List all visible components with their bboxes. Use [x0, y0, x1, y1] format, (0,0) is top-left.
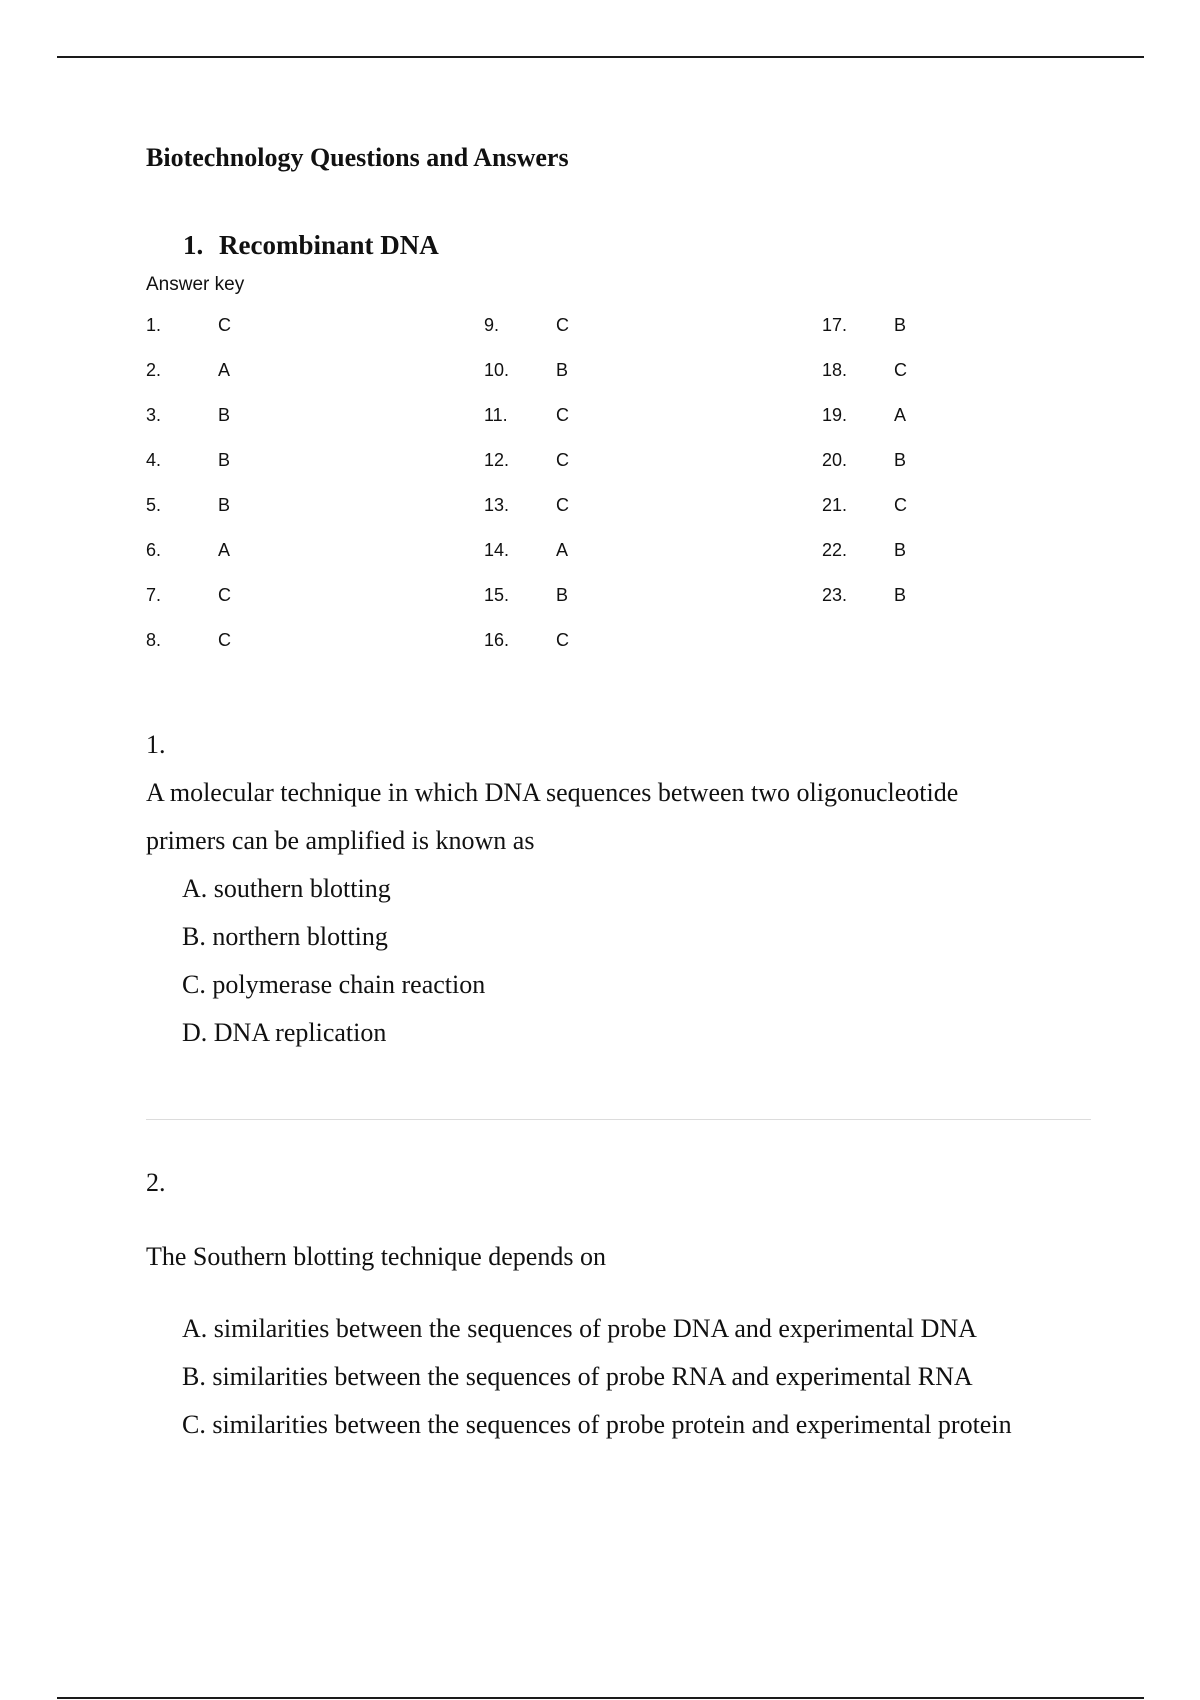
answer-key-number: 10. — [484, 360, 510, 380]
question-2 — [146, 1159, 1106, 1449]
question-text-line: A molecular technique in which DNA sequences between two oligonucleotide — [146, 778, 959, 807]
answer-key-row — [822, 405, 1122, 450]
answer-key-answer: C — [556, 495, 569, 515]
answer-key-answer: B — [894, 540, 907, 560]
answer-key-answer: B — [218, 450, 231, 470]
answer-key-answer: B — [894, 585, 907, 605]
answer-key-answer: C — [894, 360, 907, 380]
option-a: A. southern blotting — [182, 874, 391, 903]
answer-key-row — [822, 450, 1122, 495]
option-list — [146, 865, 1106, 1057]
answer-key-number: 1. — [146, 315, 162, 335]
answer-key-row — [146, 630, 446, 675]
answer-key-number: 4. — [146, 450, 162, 470]
answer-key-number: 23. — [822, 585, 848, 605]
option-b: B. northern blotting — [182, 922, 388, 951]
answer-key-row — [822, 495, 1122, 540]
section-title: Recombinant DNA — [219, 230, 439, 260]
answer-key-number: 13. — [484, 495, 510, 515]
document-title: Biotechnology Questions and Answers — [146, 143, 569, 172]
answer-key-row — [484, 630, 784, 675]
option-c: C. similarities between the sequences of probe protein and experimental protein — [182, 1410, 1012, 1439]
answer-key-answer: A — [218, 540, 231, 560]
answer-key-row — [146, 405, 446, 450]
answer-key-answer: A — [556, 540, 569, 560]
option-list — [146, 1305, 1106, 1449]
bottom-rule — [57, 1697, 1144, 1699]
answer-key-answer: B — [894, 315, 907, 335]
answer-key-number: 9. — [484, 315, 500, 335]
answer-key-number: 12. — [484, 450, 510, 470]
top-rule — [57, 56, 1144, 58]
answer-key-number: 6. — [146, 540, 162, 560]
answer-key-row — [822, 315, 1122, 360]
answer-key-row — [822, 585, 1122, 630]
answer-key-number: 5. — [146, 495, 162, 515]
answer-key-number: 3. — [146, 405, 162, 425]
answer-key-number: 2. — [146, 360, 162, 380]
answer-key-answer: C — [894, 495, 907, 515]
answer-key-answer: C — [556, 405, 569, 425]
answer-key-row — [146, 540, 446, 585]
answer-key-column-1 — [146, 315, 446, 675]
answer-key-row — [484, 585, 784, 630]
answer-key-answer: B — [218, 405, 231, 425]
answer-key-row — [146, 450, 446, 495]
question-text-line: primers can be amplified is known as — [146, 826, 535, 855]
answer-key-row — [822, 360, 1122, 405]
answer-key-answer: C — [556, 315, 569, 335]
answer-key-row — [146, 585, 446, 630]
answer-key-row — [146, 315, 446, 360]
answer-key-label: Answer key — [146, 274, 245, 295]
answer-key-answer: B — [556, 360, 569, 380]
answer-key-answer: A — [218, 360, 231, 380]
answer-key-number: 8. — [146, 630, 162, 650]
question-number: 2. — [146, 1168, 166, 1197]
answer-key-row — [484, 540, 784, 585]
section-heading — [183, 230, 439, 261]
answer-key-row — [484, 405, 784, 450]
answer-key-row — [484, 495, 784, 540]
question-text: The Southern blotting technique depends on — [146, 1242, 606, 1271]
answer-key-answer: C — [218, 630, 231, 650]
question-divider — [146, 1119, 1091, 1120]
answer-key-number: 11. — [484, 405, 508, 425]
answer-key-row — [146, 360, 446, 405]
section-number: 1. — [183, 230, 204, 260]
answer-key-number: 20. — [822, 450, 848, 470]
answer-key-number: 17. — [822, 315, 848, 335]
answer-key-row — [146, 495, 446, 540]
option-d: D. DNA replication — [182, 1018, 387, 1047]
question-1 — [146, 721, 1106, 1057]
answer-key-answer: C — [556, 630, 569, 650]
answer-key-number: 7. — [146, 585, 162, 605]
answer-key-number: 15. — [484, 585, 510, 605]
answer-key-number: 22. — [822, 540, 848, 560]
option-a: A. similarities between the sequences of probe DNA and experimental DNA — [182, 1314, 977, 1343]
answer-key-answer: B — [556, 585, 569, 605]
answer-key-number: 18. — [822, 360, 848, 380]
answer-key-answer: A — [894, 405, 907, 425]
answer-key-row — [484, 360, 784, 405]
answer-key-number: 21. — [822, 495, 848, 515]
answer-key-row — [484, 315, 784, 360]
option-c: C. polymerase chain reaction — [182, 970, 486, 999]
answer-key-row — [484, 450, 784, 495]
answer-key-number: 16. — [484, 630, 510, 650]
question-number: 1. — [146, 730, 166, 759]
option-b: B. similarities between the sequences of probe RNA and experimental RNA — [182, 1362, 973, 1391]
answer-key-row — [822, 540, 1122, 585]
answer-key-answer: B — [894, 450, 907, 470]
answer-key-answer: C — [218, 585, 231, 605]
answer-key-answer: B — [218, 495, 231, 515]
answer-key-column-3 — [822, 315, 1122, 630]
answer-key-column-2 — [484, 315, 784, 675]
answer-key-answer: C — [556, 450, 569, 470]
answer-key-number: 14. — [484, 540, 510, 560]
answer-key-answer: C — [218, 315, 231, 335]
answer-key-number: 19. — [822, 405, 848, 425]
